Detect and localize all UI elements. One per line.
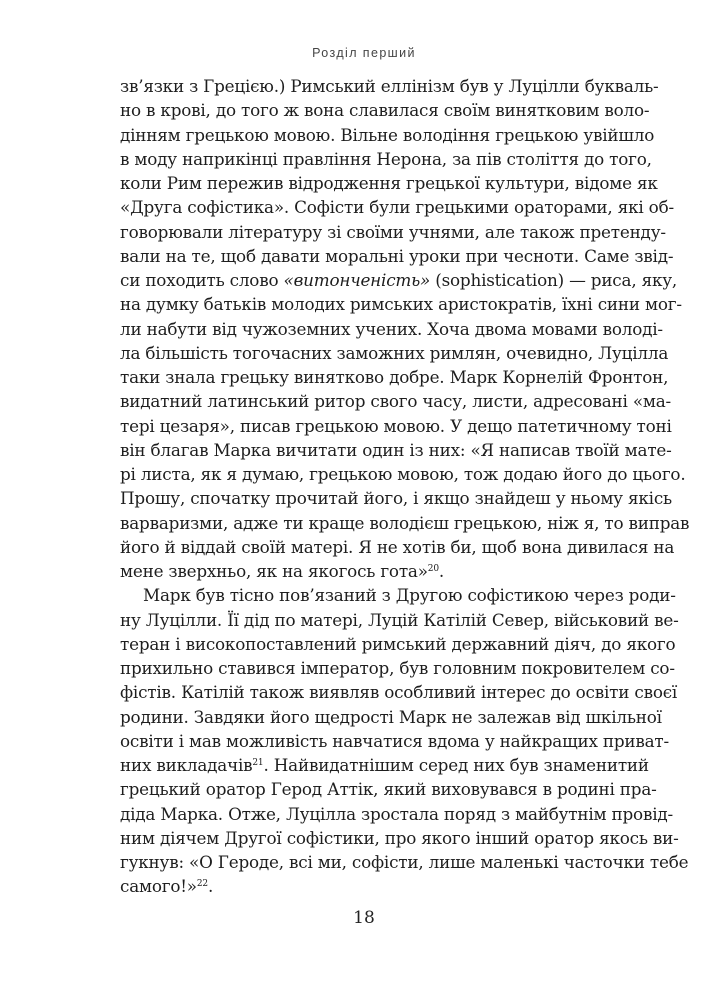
text-line: си походить слово «витонченість» (sophistication) — риса, яку, <box>120 270 678 290</box>
text-line: таки знала грецьку винятково добре. Марк Корнелій Фронтон, <box>120 367 669 387</box>
text-line: коли Рим пережив відродження грецької культури, відоме як <box>120 173 658 193</box>
running-head <box>0 46 728 60</box>
italic-term: «витонченість» <box>283 270 431 290</box>
page-number: 18 <box>353 908 375 928</box>
footnote-ref: 21 <box>252 758 264 768</box>
text-line: зв’язки з Грецією.) Римський еллінізм був у Луцілли букваль- <box>120 76 659 96</box>
footnote-ref: 20 <box>427 564 439 574</box>
text-line: ним діячем Другої софістики, про якого інший оратор якось ви- <box>120 827 679 848</box>
text-line: він благав Марка вичитати один із них: «Я написав твоїй мате- <box>120 439 672 460</box>
text-line: вали на те, щоб давати моральні уроки при чесноти. Саме звід- <box>120 245 674 266</box>
text-line: ла більшість тогочасних заможних римлян, очевидно, Луцілла <box>120 342 669 363</box>
text-line: Марк був тісно пов’язаний з Другою софістикою через роди- <box>143 585 676 606</box>
text-line: рі листа, як я думаю, грецькою мовою, тож додаю його до цього. <box>120 464 686 484</box>
text-line: теран і високопоставлений римський державний діяч, до якого <box>120 633 676 654</box>
text-line: видатний латинський ритор свого часу, листи, адресовані «ма- <box>120 391 672 412</box>
text-line: освіти і мав можливість навчатися вдома у найкращих приват- <box>120 730 669 751</box>
text-line: ну Луцілли. Її дід по матері, Луцій Катілій Север, військовий ве- <box>120 609 679 630</box>
text-line: говорювали літературу зі своїми учнями, але також претенду- <box>120 221 666 242</box>
chapter-title: Розділ перший <box>312 46 416 60</box>
text-line: прихильно ставився імператор, був головним покровителем со- <box>120 658 675 678</box>
text-line: діда Марка. Отже, Луцілла зростала поряд з майбутнім провід- <box>120 803 673 824</box>
text-line: його й віддай своїй матері. Я не хотів би, щоб вона дивилася на <box>120 536 675 557</box>
text-line: дінням грецькою мовою. Вільне володіння грецькою увійшло <box>120 124 655 145</box>
text-line: но в крові, до того ж вона славилася своїм винятковим воло- <box>120 100 650 121</box>
text-line: гукнув: «О Героде, всі ми, софісти, лише маленькі часточки тебе <box>120 852 689 872</box>
text-line: на думку батьків молодих римських аристократів, їхні сини мог- <box>120 294 682 315</box>
text-line: фістів. Катілій також виявляв особливий інтерес до освіти своєї <box>120 682 678 703</box>
text-line: варваризми, адже ти краще володієш грецькою, ніж я, то виправ <box>120 512 690 533</box>
text-line: Прошу, спочатку прочитай його, і якщо знайдеш у ньому якісь <box>120 488 672 509</box>
body-text <box>120 74 690 899</box>
text-line: тері цезаря», писав грецькою мовою. У дещо патетичному тоні <box>120 415 672 436</box>
text-line: грецький оратор Герод Аттік, який виховувався в родині пра- <box>120 779 657 800</box>
text-line: в моду наприкінці правління Нерона, за пів століття до того, <box>120 148 652 169</box>
footnote-ref: 22 <box>196 879 208 890</box>
text-line: ли набути від чужоземних учених. Хоча двома мовами володі- <box>120 318 663 339</box>
text-line: мене зверхньо, як на якогось гота»$^{20}$. <box>120 561 444 581</box>
text-line: них викладачів$^{21}$. Найвидатнішим серед них був знаменитий <box>120 755 649 775</box>
text-line: самого!»$^{22}$. <box>120 876 214 897</box>
text-line: родини. Завдяки його щедрості Марк не залежав від шкільної <box>120 706 662 727</box>
text-line: «Друга софістика». Софісти були грецькими ораторами, які об- <box>120 197 674 218</box>
